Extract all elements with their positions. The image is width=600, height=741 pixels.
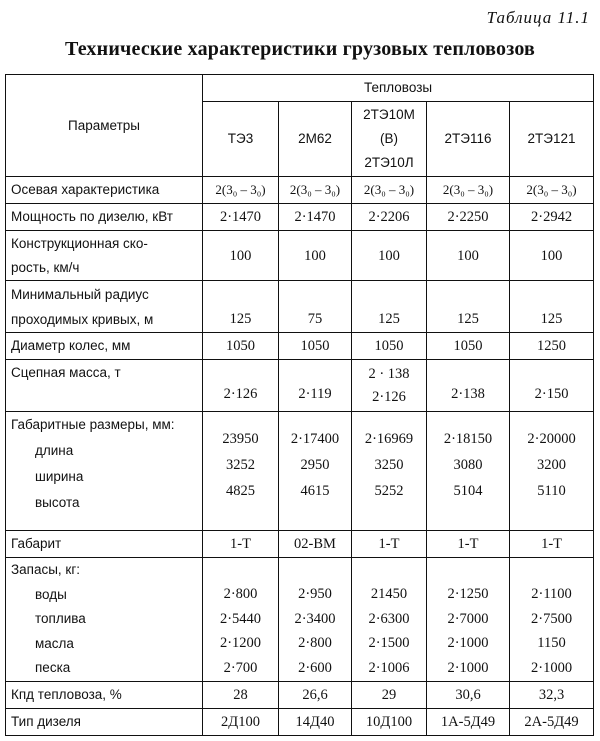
value-cell [203,412,279,531]
value-cell: 28 [203,682,279,709]
value-cell: 2А-5Д49 [510,709,594,736]
value-cell [427,558,510,682]
value-cell: 2(3₀ – 3₀) [279,177,352,204]
value-line: 4615 [300,483,330,499]
value-cell: 2·126 [203,360,279,412]
value-cell [279,558,352,682]
sub-param-label: песка [35,660,71,675]
sub-param-label: топлива [35,611,86,626]
model-label: 2ТЭ10Л [364,155,414,170]
value-cell: 75 [279,281,352,333]
value-line: 2·16969 [364,431,414,447]
value-cell: 1050 [352,333,427,360]
value-cell: 2(3₀ – 3₀) [203,177,279,204]
value-cell: 1-Т [203,531,279,558]
row-wheel [6,333,594,360]
value-line: 2·17400 [290,431,340,447]
value-line: 2·6300 [368,610,410,627]
header-model [279,102,352,177]
value-cell: 2·2250 [427,204,510,231]
value-line: 2·800 [223,586,258,602]
value-cell: 30,6 [427,682,510,709]
value-cell: 26,6 [279,682,352,709]
param-label-line: Конструкционная ско- [11,235,148,251]
value-cell: 1-Т [510,531,594,558]
value-line: 21450 [370,586,408,602]
header-model [352,102,427,177]
header-parameters-label: Параметры [68,118,140,133]
param-label-line: Запасы, кг: [11,562,81,577]
value-cell: 125 [352,281,427,333]
table-number: Таблица 11.1 [486,8,590,27]
value-cell [352,360,427,412]
value-cell: 02-ВМ [279,531,352,558]
param-label: Габарит [6,531,203,558]
header-model [203,102,279,177]
param-label [6,231,203,281]
param-label: Сцепная масса, т [6,360,203,412]
model-label: (В) [380,131,398,146]
header-model [427,102,510,177]
value-cell: 2·119 [279,360,352,412]
param-label: Кпд тепловоза, % [6,682,203,709]
value-cell: 2(3₀ – 3₀) [510,177,594,204]
value-line: 4825 [226,483,255,499]
value-line: 3200 [537,457,567,473]
header-model [510,102,594,177]
value-cell: 14Д40 [279,709,352,736]
value-line: 2·1000 [447,659,489,676]
value-cell [427,412,510,531]
value-cell: 2·138 [427,360,510,412]
param-label-line: рость, км/ч [11,259,80,275]
row-speed [6,231,594,281]
value-cell: 1250 [510,333,594,360]
value-cell [352,558,427,682]
value-line: 2·1000 [447,635,489,651]
row-stock [6,558,594,682]
value-line: 2·7500 [530,610,573,627]
table-title: Технические характеристики грузовых тепловозов [64,38,536,60]
value-cell: 2Д100 [203,709,279,736]
value-line: 2·950 [298,586,332,602]
value-cell [279,412,352,531]
value-line: 2·1200 [219,635,262,651]
value-line: 2·1000 [530,659,573,676]
value-cell: 2·2206 [352,204,427,231]
value-line: 2·126 [372,388,406,405]
model-label: 2М62 [298,131,332,146]
param-label-line: Габаритные размеры, мм: [11,417,175,432]
param-label: Тип дизеля [6,709,203,736]
row-power [6,204,594,231]
value-line: 2·800 [298,635,332,651]
row-radius [6,281,594,333]
locomotive-specs-table [5,74,594,736]
value-cell: 100 [279,231,352,281]
value-cell: 1050 [279,333,352,360]
param-label: Осевая характеристика [6,177,203,204]
value-line: 3252 [226,457,255,473]
value-cell: 2·150 [510,360,594,412]
value-line: 2950 [300,457,330,473]
row-mass [6,360,594,412]
value-line: 2·1250 [447,586,489,602]
param-label: Мощность по дизелю, кВт [6,204,203,231]
value-cell: 1-Т [427,531,510,558]
param-label [6,412,203,531]
value-cell: 2(3₀ – 3₀) [427,177,510,204]
value-cell: 1050 [203,333,279,360]
param-label: Диаметр колес, мм [6,333,203,360]
sub-param-label: ширина [35,469,84,484]
value-cell: 100 [352,231,427,281]
value-line: 3080 [453,457,483,473]
value-line: 1150 [537,635,566,651]
row-engine [6,709,594,736]
value-cell: 1А-5Д49 [427,709,510,736]
value-line: 2·7000 [447,610,489,627]
value-cell: 1-Т [352,531,427,558]
value-line: 2·3400 [294,610,336,627]
param-label-line: проходимых кривых, м [11,311,154,327]
row-axle [6,177,594,204]
model-label: ТЭ3 [227,131,254,146]
param-label [6,558,203,682]
value-line: 2·700 [223,659,258,676]
model-label: 2ТЭ116 [444,131,492,146]
header-locomotives [203,75,594,102]
value-line: 5110 [537,483,566,499]
value-cell: 2·1470 [203,204,279,231]
value-cell: 29 [352,682,427,709]
value-line: 2·5440 [219,610,262,627]
value-cell: 32,3 [510,682,594,709]
header-parameters [6,75,203,177]
value-cell: 125 [203,281,279,333]
header-locomotives-label: Тепловозы [363,80,433,95]
value-line: 23950 [222,431,259,447]
row-gauge [6,531,594,558]
sub-param-label: длина [35,443,74,458]
value-line: 5252 [374,483,404,499]
row-efficiency [6,682,594,709]
value-cell: 10Д100 [352,709,427,736]
value-cell: 100 [203,231,279,281]
value-line: 2·18150 [443,431,493,447]
value-cell [352,412,427,531]
sub-param-label: воды [35,586,67,602]
value-cell: 100 [427,231,510,281]
model-label: 2ТЭ121 [527,131,576,146]
value-cell [203,558,279,682]
value-cell: 2·2942 [510,204,594,231]
value-line: 2 · 138 [368,365,410,382]
value-line: 3250 [374,457,404,473]
value-line: 2·1500 [368,635,410,651]
value-cell [510,558,594,682]
value-cell: 125 [510,281,594,333]
param-label [6,281,203,333]
sub-param-label: масла [35,635,74,651]
value-cell: 2·1470 [279,204,352,231]
value-cell [510,412,594,531]
row-dimensions [6,412,594,531]
value-line: 2·600 [298,659,332,676]
value-line: 2·20000 [527,431,576,447]
model-label: 2ТЭ10М [363,107,415,122]
value-cell: 2(3₀ – 3₀) [352,177,427,204]
value-line: 2·1100 [531,586,572,602]
sub-param-label: высота [35,495,80,510]
value-cell: 1050 [427,333,510,360]
param-label-line: Минимальный радиус [11,286,149,302]
value-line: 5104 [453,483,483,499]
value-line: 2·1006 [368,659,410,676]
value-cell: 125 [427,281,510,333]
value-cell: 100 [510,231,594,281]
